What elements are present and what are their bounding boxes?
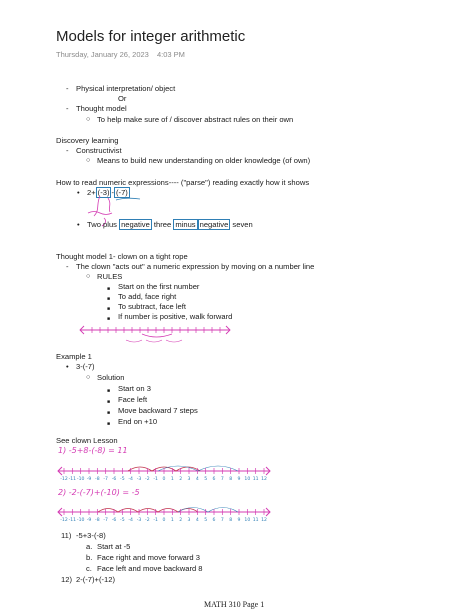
section-heading: Thought model 1- clown on a tight rope [56,252,188,261]
rule-item: ■ To add, face right [118,292,176,302]
tick-label: -1 [153,518,158,523]
example-expression: • 3-(-7) [76,362,95,372]
step-text: Start at -5 [97,542,131,551]
tick-label: -7 [103,477,108,482]
handwritten-problem: 1) -5+8-(-8) = 11 [58,446,128,455]
tick-label: 4 [195,477,199,482]
tick-label: -6 [111,477,117,482]
tick-label: 3 [187,477,191,482]
handwritten-problem: 2) -2-(-7)+(-10) = -5 [58,488,140,497]
tick-label: -3 [136,477,142,482]
tick-label: -8 [95,477,100,482]
section-heading: How to read numeric expressions---- ("parse") reading exactly how it shows [56,178,310,187]
tick-label: 11 [252,518,259,523]
exercise-expression: 2-(-7)+(-12) [76,575,116,584]
tick-label: 3 [187,518,191,523]
tick-label: 7 [220,477,224,482]
step-letter: a. [86,542,93,551]
step-item: ■ Face left [118,395,147,405]
expression-example: • 2+ (-3) - (-7) [87,188,130,198]
tick-label: 11 [252,477,259,482]
tick-label: 2 [179,518,183,523]
tick-label: 12 [261,518,267,523]
or-text: Or [118,94,127,103]
tick-label: -8 [95,518,100,523]
number-line-1 [58,463,272,485]
step-letter: c. [86,564,92,573]
tick-label: -5 [120,477,125,482]
section-heading: Discovery learning [56,136,119,145]
tick-label: 8 [229,518,233,523]
step-text: Face left and move backward 8 [97,564,203,573]
step-letter: b. [86,553,93,562]
step-item: ■ End on +10 [118,417,157,427]
list-item: - The clown "acts out" a numeric expression by moving on a number line [76,262,314,272]
tick-label: -12 [60,477,68,482]
tick-label: -10 [76,518,85,523]
tick-label: -7 [103,518,108,523]
tick-label: -2 [145,518,150,523]
tick-label: 5 [204,518,208,523]
handwritten-number-line [80,322,240,350]
tick-label: 0 [162,477,166,482]
tick-label: -10 [76,477,85,482]
tick-label: 9 [237,518,241,523]
tick-label: -11 [68,477,77,482]
tick-label: 1 [170,518,174,523]
reading-example: • Two plus negative three minus negative seven [87,220,253,230]
tick-label: 6 [212,477,216,482]
tick-label: -4 [128,518,133,523]
list-item: ○ To help make sure of / discover abstract rules on their own [97,115,293,125]
tick-label: 2 [179,477,183,482]
step-item: ■ Move backward 7 steps [118,406,198,416]
tick-label: 0 [162,518,166,523]
section-heading: Example 1 [56,352,92,361]
tick-label: -11 [68,518,77,523]
tick-label: -2 [145,477,150,482]
tick-label: 6 [212,518,216,523]
page-date: Thursday, January 26, 2023 [56,50,149,59]
tick-label: -3 [136,518,142,523]
list-item: ○ Solution [97,373,124,383]
tick-label: 9 [237,477,241,482]
exercise-number: 11) [61,531,72,540]
page-time: 4:03 PM [157,50,185,59]
tick-label: 10 [244,518,251,523]
section-heading: See clown Lesson [56,436,118,445]
exercise-number: 12) [61,575,72,584]
tick-label: -4 [128,477,133,482]
tick-label: -5 [120,518,125,523]
list-item: - Physical interpretation/ object [76,84,175,94]
exercise-expression: -5+3-(-8) [76,531,106,540]
list-item: - Thought model [76,104,127,114]
tick-label: 10 [244,477,251,482]
tick-label: 5 [204,477,208,482]
tick-label: 12 [261,477,267,482]
list-item: ○ RULES [97,272,122,282]
rule-item: ■ Start on the first number [118,282,199,292]
rule-item: ■ If number is positive, walk forward [118,312,232,322]
list-item: ○ Means to build new understanding on older knowledge (of own) [97,156,310,166]
step-item: ■ Start on 3 [118,384,151,394]
number-line-2 [58,504,272,526]
tick-label: -9 [86,477,92,482]
tick-label: -12 [60,518,68,523]
step-text: Face right and move forward 3 [97,553,200,562]
rule-item: ■ To subtract, face left [118,302,186,312]
tick-label: 7 [220,518,224,523]
tick-label: -9 [86,518,92,523]
tick-label: -6 [111,518,117,523]
page-footer: MATH 310 Page 1 [204,600,265,609]
tick-label: -1 [153,477,158,482]
list-item: - Constructivist [76,146,122,156]
tick-label: 4 [195,518,199,523]
tick-label: 8 [229,477,233,482]
page-title: Models for integer arithmetic [56,28,246,45]
tick-label: 1 [170,477,174,482]
